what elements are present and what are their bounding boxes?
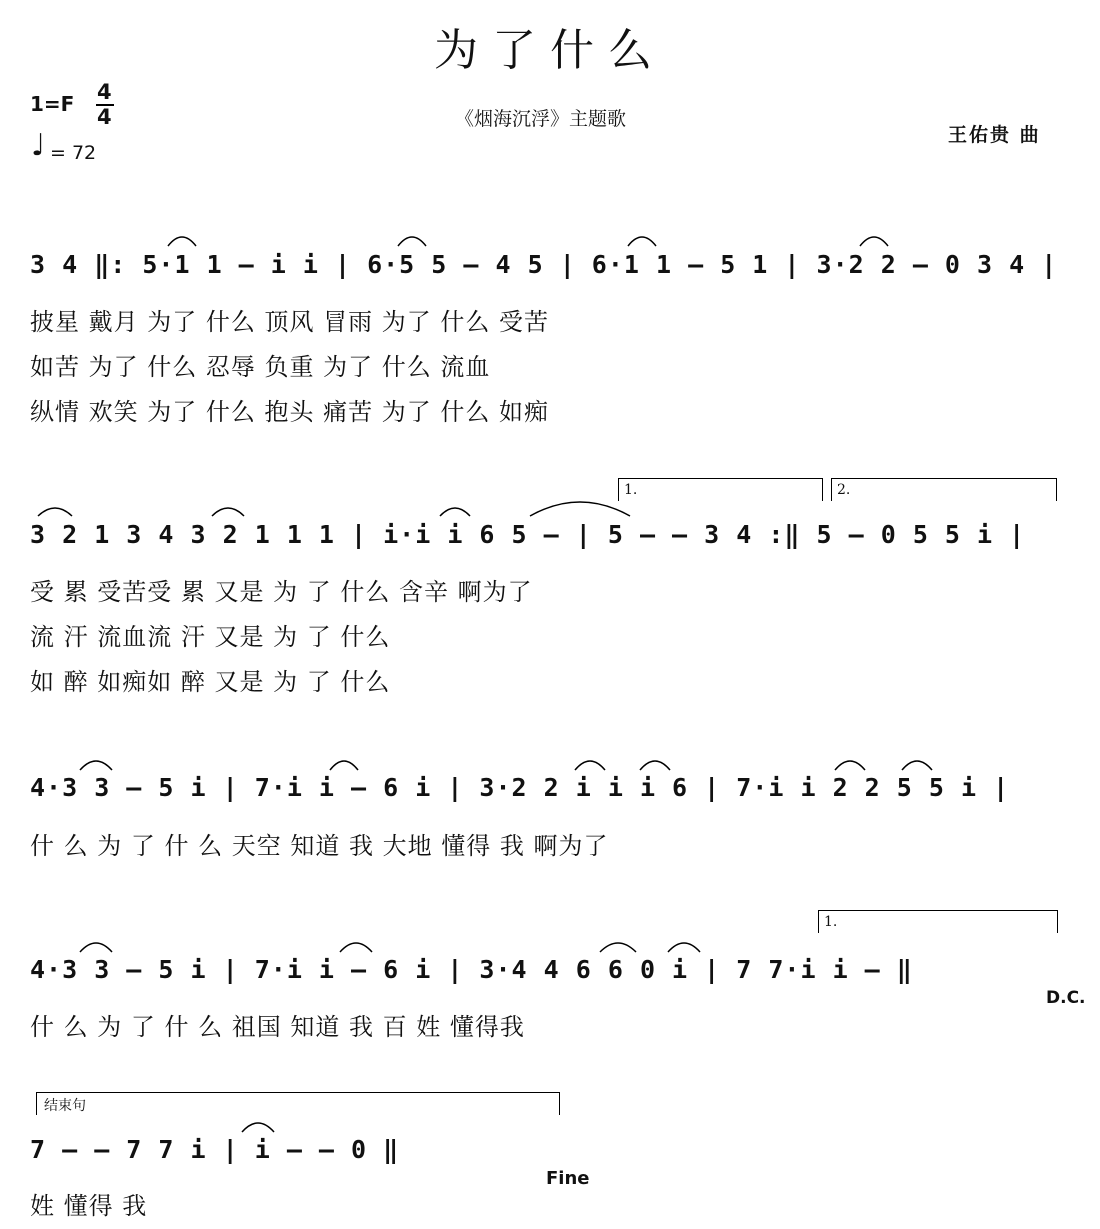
key-signature: 1=F [30,92,75,116]
system-2-notes: 3 2 1 3 4 3 2 1 1 1 | i·i i 6 5 – | 5 – – 3 4 :‖ 5 – 0 5 5 i | [30,520,1026,549]
quarter-note-icon: ♩ [31,128,46,163]
system-1-notes: 3 4 ‖: 5·1 1 – i i | 6·5 5 – 4 5 | 6·1 1 – 5 1 | 3·2 2 – 0 3 4 | [30,250,1058,279]
slur [640,761,670,770]
ending-label: 结束句 [44,1098,86,1114]
volta-label-1: 1. [624,482,638,498]
volta-label-2: 2. [837,482,851,498]
slur [38,508,72,516]
volta-label-3: 1. [824,914,838,930]
slur [440,508,470,516]
system-3-lyrics-1: 什 么 为 了 什 么 天空 知道 我 大地 懂得 我 啊为了 [30,832,609,860]
song-title: 为了什么 [434,25,666,76]
slur [628,237,656,246]
slur [530,502,630,516]
slur [242,1123,274,1132]
slur [600,943,636,952]
subtitle: 《烟海沉浮》主题歌 [455,108,627,130]
system-2-lyrics-2: 流 汗 流血流 汗 又是 为 了 什么 [30,623,391,651]
slur [575,761,605,770]
slur [168,237,196,246]
system-5-lyrics-1: 姓 懂得 我 [30,1192,148,1220]
tempo-value: = 72 [50,142,97,164]
slur [80,943,112,952]
slur [668,943,700,952]
system-1-lyrics-3: 纵情 欢笑 为了 什么 抱头 痛苦 为了 什么 如痴 [30,398,550,426]
time-signature-top: 4 [97,80,112,104]
system-2-lyrics-1: 受 累 受苦受 累 又是 为 了 什么 含辛 啊为了 [30,578,533,606]
slur [340,943,372,952]
system-3-notes: 4·3 3 – 5 i | 7·i i – 6 i | 3·2 2 i i i 6 | 7·i i 2 2 5 5 i | [30,773,1010,802]
slur [835,761,865,770]
system-4-notes: 4·3 3 – 5 i | 7·i i – 6 i | 3·4 4 6 6 0 i | 7 7·i i – ‖ [30,955,913,984]
dc-marking: D.C. [1046,988,1086,1008]
slur [330,761,358,770]
composer: 王佑贵 曲 [948,124,1041,146]
system-1-lyrics-2: 如苦 为了 什么 忍辱 负重 为了 什么 流血 [30,353,491,381]
slur [902,761,932,770]
fine-marking: Fine [546,1168,590,1189]
system-1-lyrics-1: 披星 戴月 为了 什么 顶风 冒雨 为了 什么 受苦 [30,308,550,336]
slur [212,508,244,516]
system-5-notes: 7 – – 7 7 i | i – – 0 ‖ [30,1135,400,1164]
slur [398,237,426,246]
system-4-lyrics-1: 什 么 为 了 什 么 祖国 知道 我 百 姓 懂得我 [30,1013,525,1041]
system-2-lyrics-3: 如 醉 如痴如 醉 又是 为 了 什么 [30,668,391,696]
time-signature-bottom: 4 [97,105,112,129]
slur [860,237,888,246]
slur [80,761,112,770]
